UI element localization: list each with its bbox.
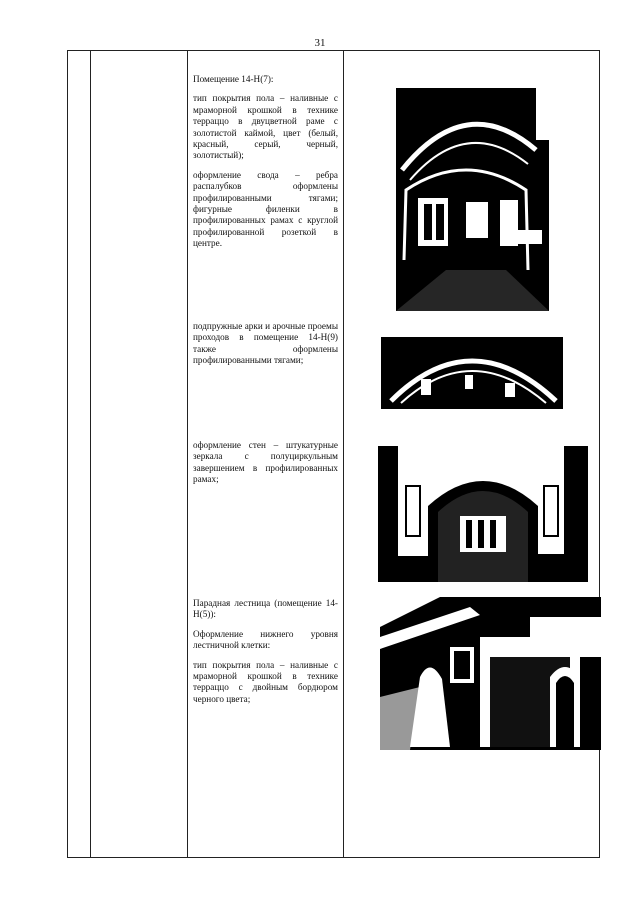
paragraph: оформление стен – штукатурные зеркала с полуциркульным завершением в профилированных рамах; bbox=[193, 440, 338, 485]
description-block-4 bbox=[193, 598, 338, 713]
paragraph: оформление свода – ребра распалубков оформлены профилированными тягами; фигурные филенки в профилированных рамах с круглой профилированной розеткой в центре. bbox=[193, 169, 338, 249]
paragraph: тип покрытия пола – наливные с мраморной крошкой в технике терраццо в двуцветной раме с золотистой каймой, цвет (белый, красный, серый, черный, золотистый); bbox=[193, 93, 338, 161]
description-block-2 bbox=[193, 321, 338, 375]
column-divider bbox=[90, 51, 91, 857]
description-block-3 bbox=[193, 440, 338, 494]
arch-photo bbox=[381, 331, 563, 409]
vault-photo bbox=[396, 80, 549, 311]
column-divider bbox=[187, 51, 188, 857]
column-divider bbox=[343, 51, 344, 857]
wall-photo bbox=[378, 446, 588, 582]
paragraph: Оформление нижнего уровня лестничной клетки: bbox=[193, 628, 338, 651]
staircase-photo bbox=[380, 597, 601, 750]
paragraph: Парадная лестница (помещение 14-Н(5)): bbox=[193, 598, 338, 620]
page-number: 31 bbox=[314, 37, 326, 49]
description-block-1 bbox=[193, 74, 338, 258]
paragraph: тип покрытия пола – наливные с мраморной крошкой в технике терраццо с двойным бордюром черного цвета; bbox=[193, 659, 338, 704]
paragraph: Помещение 14-Н(7): bbox=[193, 74, 274, 84]
paragraph: подпружные арки и арочные проемы проходов в помещение 14-Н(9) также оформлены профилированными тягами; bbox=[193, 321, 338, 366]
